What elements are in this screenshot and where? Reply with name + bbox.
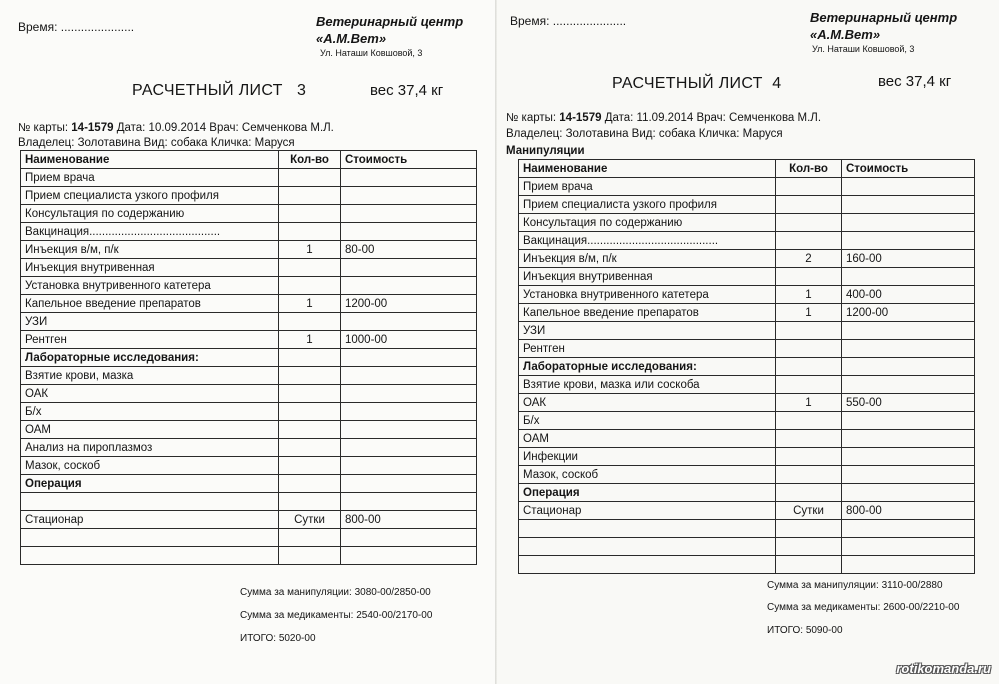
cell-qty <box>279 547 341 565</box>
cell-cost <box>842 268 975 286</box>
cell-name: Прием врача <box>519 178 776 196</box>
time-field: Время: ...................... <box>510 14 627 28</box>
cell-name: Прием специалиста узкого профиля <box>21 187 279 205</box>
table-row <box>21 295 477 313</box>
cell-cost: 800-00 <box>341 511 477 529</box>
table-row <box>21 421 477 439</box>
cell-cost: 1200-00 <box>842 304 975 322</box>
cell-qty <box>776 268 842 286</box>
cell-cost <box>341 187 477 205</box>
sum-manipulations: Сумма за манипуляции: 3080-00/2850-00 <box>240 587 431 598</box>
sheet-title: РАСЧЕТНЫЙ ЛИСТ 3 <box>132 82 307 99</box>
cell-qty <box>776 556 842 574</box>
cell-cost <box>842 484 975 502</box>
cell-qty <box>776 538 842 556</box>
cell-name: Инъекция внутривенная <box>21 259 279 277</box>
owner-line: Владелец: Золотавина Вид: собака Кличка: Маруся <box>506 128 783 140</box>
cell-name: Анализ на пироплазмоз <box>21 439 279 457</box>
cell-name: Стационар <box>21 511 279 529</box>
table-row <box>21 331 477 349</box>
table-row <box>21 223 477 241</box>
table-row <box>519 358 975 376</box>
table-row <box>519 520 975 538</box>
watermark: rotikomanda.ru <box>896 661 991 676</box>
cell-qty <box>279 475 341 493</box>
cell-cost: 400-00 <box>842 286 975 304</box>
cell-cost <box>341 169 477 187</box>
cell-cost <box>341 493 477 511</box>
card-info-line <box>506 112 821 124</box>
card-label: № карты: <box>18 122 72 134</box>
table-row <box>519 268 975 286</box>
cell-cost <box>842 430 975 448</box>
cell-name: Рентген <box>519 340 776 358</box>
cell-qty <box>776 358 842 376</box>
cell-cost <box>842 376 975 394</box>
cell-qty <box>776 196 842 214</box>
table-row <box>519 484 975 502</box>
cell-qty: 1 <box>776 304 842 322</box>
table-row <box>519 286 975 304</box>
cell-qty: 1 <box>279 241 341 259</box>
cell-qty <box>279 529 341 547</box>
cell-name: Консультация по содержанию <box>21 205 279 223</box>
cell-qty <box>776 466 842 484</box>
cell-cost <box>341 529 477 547</box>
cell-qty <box>279 439 341 457</box>
table-row <box>519 538 975 556</box>
cell-qty <box>279 205 341 223</box>
cell-name: Наименование <box>21 151 279 169</box>
cell-cost <box>341 259 477 277</box>
cell-cost <box>341 367 477 385</box>
cell-cost: 800-00 <box>842 502 975 520</box>
table-row <box>21 511 477 529</box>
cell-cost <box>842 358 975 376</box>
patient-weight: вес 37,4 кг <box>878 73 952 90</box>
cell-name: Прием врача <box>21 169 279 187</box>
cell-qty <box>776 484 842 502</box>
table-row <box>519 214 975 232</box>
cell-name <box>519 556 776 574</box>
billing-sheet-4 <box>497 0 999 684</box>
table-row <box>519 502 975 520</box>
table-row <box>21 385 477 403</box>
table-row <box>519 376 975 394</box>
cell-name: ОАМ <box>21 421 279 439</box>
cell-name: Мазок, соскоб <box>21 457 279 475</box>
cell-cost <box>341 421 477 439</box>
clinic-address: Ул. Наташи Ковшовой, 3 <box>812 44 915 54</box>
cell-qty <box>279 457 341 475</box>
table-row <box>21 403 477 421</box>
table-row <box>21 187 477 205</box>
table-row <box>21 313 477 331</box>
cell-cost <box>341 403 477 421</box>
cell-qty <box>776 376 842 394</box>
cell-name: Инъекция в/м, п/к <box>21 241 279 259</box>
table-header <box>21 151 477 169</box>
cell-qty <box>776 520 842 538</box>
cell-qty <box>776 214 842 232</box>
clinic-name-line1: Ветеринарный центр <box>810 10 958 25</box>
table-row <box>519 556 975 574</box>
cell-name: Взятие крови, мазка или соскоба <box>519 376 776 394</box>
services-table <box>20 150 477 565</box>
table-row <box>519 466 975 484</box>
cell-name: Инъекция внутривенная <box>519 268 776 286</box>
table-row <box>21 277 477 295</box>
cell-qty <box>279 169 341 187</box>
services-table <box>518 159 975 574</box>
section-manipulations: Манипуляции <box>506 145 585 157</box>
cell-qty <box>279 385 341 403</box>
card-info-line <box>18 122 334 134</box>
cell-name: Б/х <box>519 412 776 430</box>
table-row <box>519 250 975 268</box>
cell-qty <box>279 277 341 295</box>
card-date-doctor: Дата: 11.09.2014 Врач: Семченкова М.Л. <box>601 112 822 124</box>
cell-cost <box>341 223 477 241</box>
cell-qty <box>279 493 341 511</box>
owner-line: Владелец: Золотавина Вид: собака Кличка: Маруся <box>18 137 295 149</box>
table-row <box>21 475 477 493</box>
cell-cost <box>842 196 975 214</box>
card-number: 14-1579 <box>71 122 114 134</box>
cell-cost <box>842 232 975 250</box>
cell-name: Стационар <box>519 502 776 520</box>
cell-cost <box>842 520 975 538</box>
cell-name: УЗИ <box>519 322 776 340</box>
cell-cost <box>341 547 477 565</box>
cell-cost <box>341 457 477 475</box>
cell-name: Наименование <box>519 160 776 178</box>
cell-name: ОАК <box>519 394 776 412</box>
cell-qty: Кол-во <box>776 160 842 178</box>
cell-qty: 1 <box>776 286 842 304</box>
cell-qty <box>776 448 842 466</box>
cell-qty <box>279 313 341 331</box>
cell-name: Установка внутривенного катетера <box>519 286 776 304</box>
cell-qty <box>776 430 842 448</box>
cell-name <box>519 520 776 538</box>
cell-qty <box>279 223 341 241</box>
cell-name: Установка внутривенного катетера <box>21 277 279 295</box>
cell-qty <box>776 322 842 340</box>
table-row <box>21 529 477 547</box>
table-row <box>21 439 477 457</box>
time-field: Время: ...................... <box>18 20 135 34</box>
cell-cost: 80-00 <box>341 241 477 259</box>
cell-qty: 1 <box>776 394 842 412</box>
table-row <box>21 547 477 565</box>
cell-qty <box>279 187 341 205</box>
table-row <box>21 493 477 511</box>
cell-name: Вакцинация......................................... <box>519 232 776 250</box>
cell-qty <box>776 232 842 250</box>
cell-cost <box>842 214 975 232</box>
table-row <box>519 178 975 196</box>
sum-medications: Сумма за медикаменты: 2600-00/2210-00 <box>767 602 960 613</box>
cell-cost <box>341 439 477 457</box>
clinic-name-line1: Ветеринарный центр <box>316 14 464 29</box>
cell-cost <box>842 340 975 358</box>
cell-qty: Кол-во <box>279 151 341 169</box>
cell-qty: Сутки <box>776 502 842 520</box>
cell-name: Взятие крови, мазка <box>21 367 279 385</box>
table-row <box>519 448 975 466</box>
cell-qty <box>279 367 341 385</box>
cell-name <box>21 529 279 547</box>
cell-cost <box>341 277 477 295</box>
cell-cost <box>341 475 477 493</box>
cell-cost <box>842 322 975 340</box>
cell-qty <box>776 340 842 358</box>
cell-cost: 1000-00 <box>341 331 477 349</box>
cell-cost: 550-00 <box>842 394 975 412</box>
cell-qty <box>279 421 341 439</box>
table-row <box>21 457 477 475</box>
table-row <box>519 394 975 412</box>
total-sum: ИТОГО: 5020-00 <box>240 633 316 644</box>
table-row <box>21 241 477 259</box>
cell-cost <box>842 538 975 556</box>
cell-cost <box>842 412 975 430</box>
cell-qty: Сутки <box>279 511 341 529</box>
cell-qty <box>279 403 341 421</box>
cell-cost: 1200-00 <box>341 295 477 313</box>
table-row <box>519 340 975 358</box>
cell-qty: 2 <box>776 250 842 268</box>
cell-qty: 1 <box>279 295 341 313</box>
cell-name: Лабораторные исследования: <box>21 349 279 367</box>
table-row <box>21 205 477 223</box>
cell-name: Б/х <box>21 403 279 421</box>
sum-manipulations: Сумма за манипуляции: 3110-00/2880 <box>767 580 943 591</box>
cell-name <box>21 547 279 565</box>
card-number: 14-1579 <box>559 112 602 124</box>
cell-name: Капельное введение препаратов <box>519 304 776 322</box>
cell-name: Инъекция в/м, п/к <box>519 250 776 268</box>
card-date-doctor: Дата: 10.09.2014 Врач: Семченкова М.Л. <box>113 122 334 134</box>
total-sum: ИТОГО: 5090-00 <box>767 625 843 636</box>
sheet-title: РАСЧЕТНЫЙ ЛИСТ 4 <box>612 75 782 92</box>
cell-cost: Стоимость <box>842 160 975 178</box>
cell-cost <box>842 178 975 196</box>
cell-qty <box>279 259 341 277</box>
cell-name: Рентген <box>21 331 279 349</box>
cell-cost <box>341 349 477 367</box>
cell-name: Мазок, соскоб <box>519 466 776 484</box>
cell-name: Консультация по содержанию <box>519 214 776 232</box>
table-row <box>21 169 477 187</box>
cell-cost: 160-00 <box>842 250 975 268</box>
patient-weight: вес 37,4 кг <box>370 82 444 99</box>
cell-qty: 1 <box>279 331 341 349</box>
cell-name: Вакцинация......................................... <box>21 223 279 241</box>
table-row <box>519 232 975 250</box>
table-row <box>21 367 477 385</box>
table-row <box>519 412 975 430</box>
clinic-name-line2: «А.М.Вет» <box>316 31 387 46</box>
cell-qty <box>776 178 842 196</box>
cell-name: Прием специалиста узкого профиля <box>519 196 776 214</box>
cell-name: УЗИ <box>21 313 279 331</box>
cell-name: Операция <box>21 475 279 493</box>
cell-name: Инфекции <box>519 448 776 466</box>
cell-name: Операция <box>519 484 776 502</box>
cell-cost: Стоимость <box>341 151 477 169</box>
cell-cost <box>842 448 975 466</box>
table-row <box>519 304 975 322</box>
table-row <box>21 259 477 277</box>
clinic-address: Ул. Наташи Ковшовой, 3 <box>320 48 423 58</box>
cell-qty <box>279 349 341 367</box>
cell-cost <box>842 466 975 484</box>
cell-name: Капельное введение препаратов <box>21 295 279 313</box>
cell-name: ОАМ <box>519 430 776 448</box>
table-row <box>519 322 975 340</box>
cell-name <box>21 493 279 511</box>
cell-qty <box>776 412 842 430</box>
cell-cost <box>341 205 477 223</box>
card-label: № карты: <box>506 112 560 124</box>
cell-cost <box>341 313 477 331</box>
cell-cost <box>341 385 477 403</box>
table-row <box>519 196 975 214</box>
sum-medications: Сумма за медикаменты: 2540-00/2170-00 <box>240 610 433 621</box>
billing-sheet-3 <box>0 0 497 684</box>
cell-name <box>519 538 776 556</box>
cell-name: Лабораторные исследования: <box>519 358 776 376</box>
cell-cost <box>842 556 975 574</box>
table-header <box>519 160 975 178</box>
cell-name: ОАК <box>21 385 279 403</box>
table-row <box>21 349 477 367</box>
table-row <box>519 430 975 448</box>
clinic-name-line2: «А.М.Вет» <box>810 27 881 42</box>
